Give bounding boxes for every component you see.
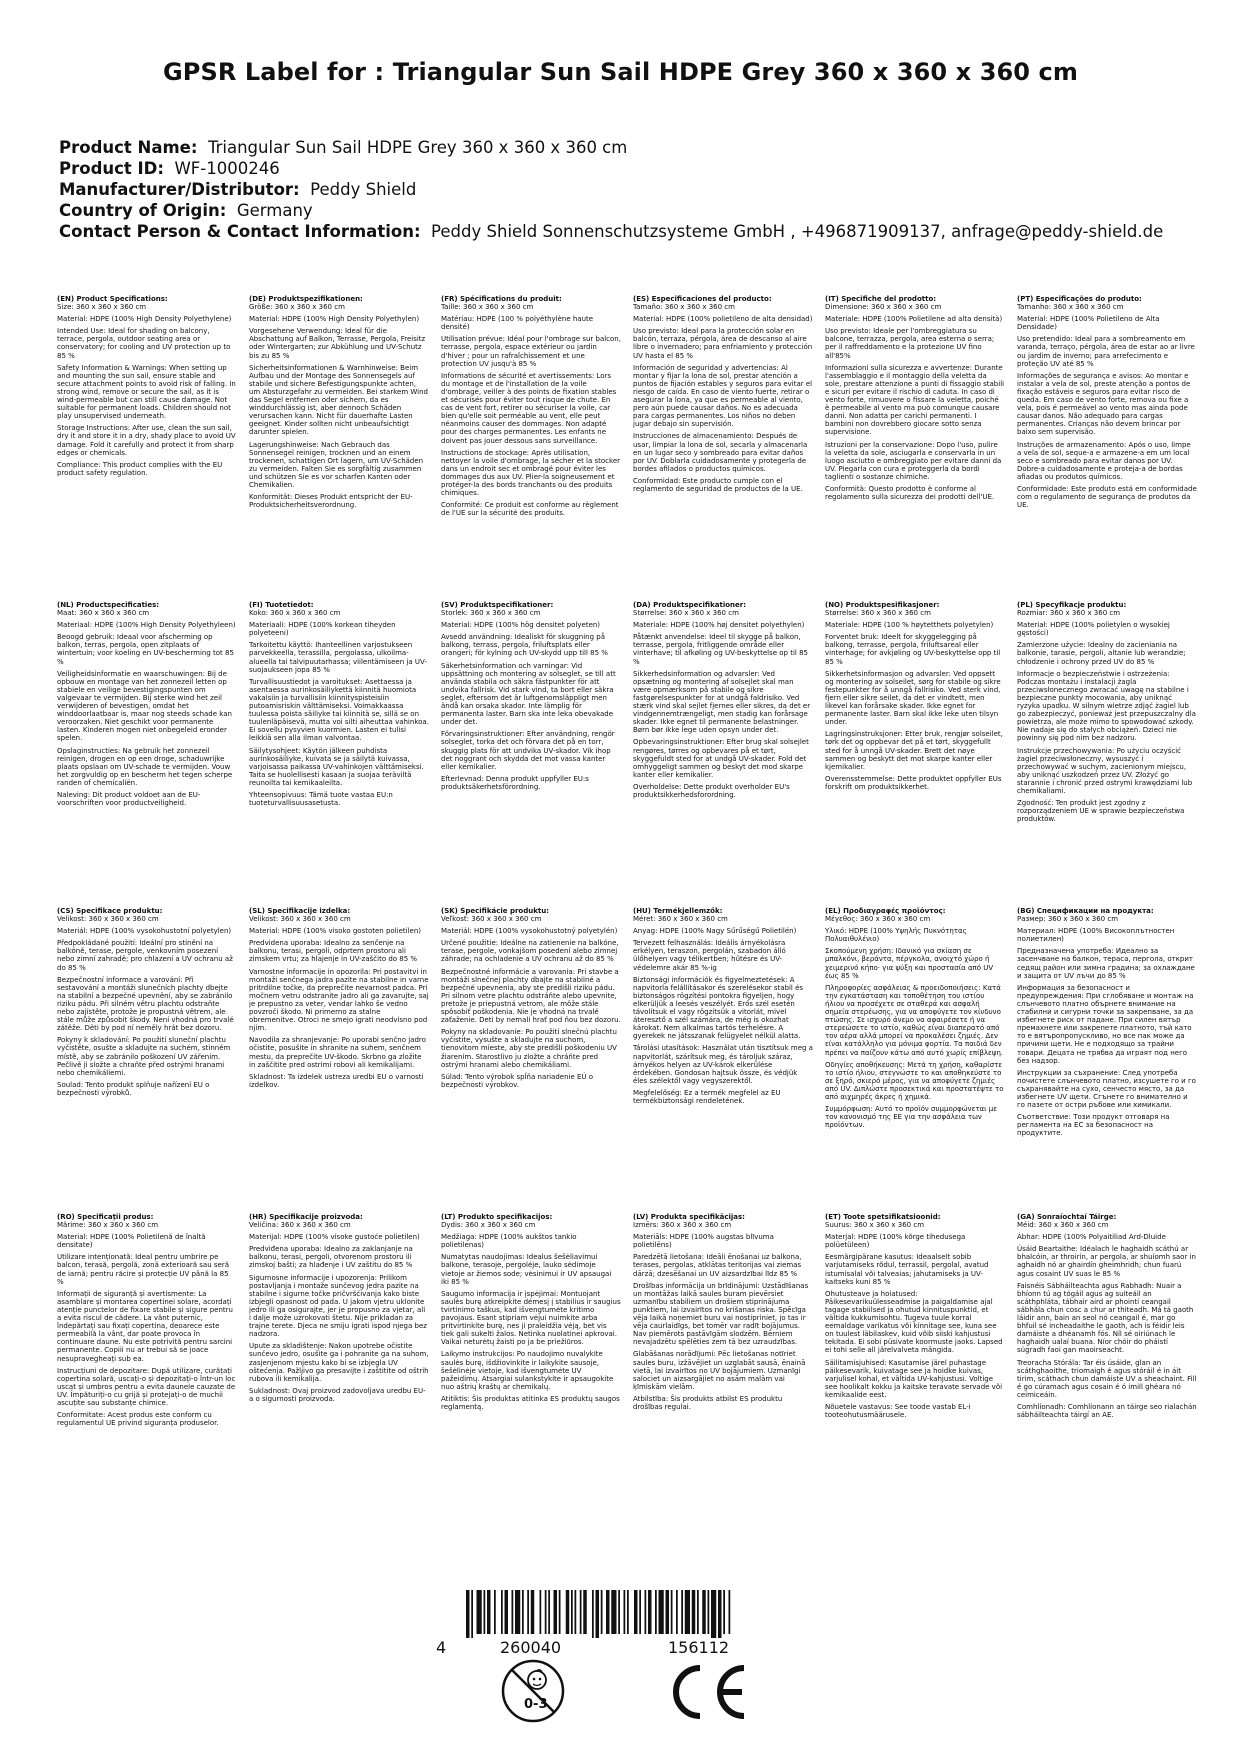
barcode-bar	[583, 1590, 587, 1634]
compliance-icons	[500, 1658, 760, 1728]
language-spec-block	[1017, 601, 1197, 907]
language-spec-paragraph: Rozmiar: 360 x 360 x 360 cm	[1017, 609, 1121, 618]
language-spec-block	[633, 1213, 813, 1519]
language-spec-paragraph: Faisnéis Sábháilteachta agus Rabhadh: Nuair a bhíonn tú ag tógáil agus ag suiteáil an scáthphláta, tábhair aird ar phointí ceangail sábhála chun cosc a chur ar thiteadh. Má tá gaoth láidir ann, bain an seol nó ceangail é, mar go bhfuil sé incheadaithe le gaoth, ach is féidir leis damáiste a dhéanamh fós. Níl sé oiriúnach le haghaidh ualaí buana. Níor chóir do pháistí súgradh faoi gan maoirseacht.	[1017, 1281, 1194, 1355]
language-spec-paragraph: Ohutusteave ja hoiatused: Päikesevarikuülesseadmise ja paigaldamise ajal tagage stabiilsed ja ohutud kinnituspunktid, et vältida kukkumisohtu. Tugeva tuule korral eemaldage varikatus või kinnitage see, kuna see on tuulest läbilaskev, kuid võib siiski kahjustusi tekitada. Ei sobi püsivate koormuste jaoks. Lapsed ei tohi selle all järelvalveta mängida.	[825, 1289, 1003, 1355]
product-id-label: Product ID:	[59, 159, 164, 178]
language-spec-block	[249, 907, 429, 1213]
language-spec-paragraph: Laikymo instrukcijos: Po naudojimo nuvalykite saulės burę, išdžiovinkite ir laikykite sausoje, šešėlinėje vietoje, kad išvengtumėte UV pažeidimų. Atsargiai sulankstykite ir apsaugokite nuo aštrių kraštų ar chemikalų.	[441, 1350, 614, 1391]
language-spec-header: (SV) Produktspecifikationer:	[441, 601, 554, 609]
barcode-bars	[466, 1590, 806, 1638]
barcode-bar	[655, 1590, 657, 1634]
language-spec-paragraph: Istruzioni per la conservazione: Dopo l'uso, pulire la veletta da sole, asciugarla e conservarla in un luogo asciutto e ombreggiato per evitare danni da UV. Piegarla con cura e proteggerla da bordi taglienti o sostanze chimiche.	[825, 440, 1002, 481]
language-spec-paragraph: Material: HDPE (100% polietileno de alta densidad)	[633, 315, 813, 324]
language-spec-header: (FI) Tuotetiedot:	[249, 601, 314, 609]
language-spec-paragraph: Lagringsinstruksjoner: Etter bruk, rengjør solseilet, tørk det og oppbevar det på et tørt, skyggefullt sted for å unngå UV-skader. Brett det nøye sammen og beskytt det mot skarpe kanter eller kjemikalier.	[825, 730, 1003, 771]
language-spec-paragraph: Matériau: HDPE (100 % polyéthylène haute densité)	[441, 315, 594, 332]
language-spec-paragraph: Sigurnosne informacije i upozorenja: Prilikom postavljanja i montaže sunčevog jedra pazite na stabilne i sigurne točke pričvršćivanja kako biste izbjegli opasnost od pada. U jakom vjetru uklonite jedro ili ga osigurajte, jer je propusno za vjetar, ali i dalje može uzrokovati štetu. Nije prikladan za trajne terete. Djeca ne smiju igrati ispod njega bez nadzora.	[249, 1273, 427, 1339]
language-spec-paragraph: Soulad: Tento produkt splňuje nařízení EU o bezpečnosti výrobků.	[57, 1080, 210, 1097]
language-spec-header: (GA) Sonraíochtaí Táirge:	[1017, 1213, 1117, 1221]
barcode-bar	[723, 1590, 725, 1634]
barcode-bar	[666, 1590, 670, 1634]
language-spec-paragraph: Opslaginstructies: Na gebruik het zonnezeil reinigen, drogen en op een droge, schaduwrijke plaats opslaan om UV-schade te vermijden. Vouw het zorgvuldig op en bescherm het tegen scherpe randen of chemicaliën.	[57, 746, 233, 787]
language-spec-header: (ES) Especificaciones del producto:	[633, 295, 772, 303]
language-spec-paragraph: Paredzētā lietošana: Ideāli ēnošanai uz balkona, terases, pergolas, atklātas teritorijas vai ziemas dārzā; dzesēšanai un UV aizsardzībai līdz 85 %	[633, 1253, 802, 1278]
language-spec-paragraph: Uso previsto: Ideal para la protección solar en balcón, terraza, pérgola, área de descanso al aire libre o invernadero; para enfriamiento y protección UV hasta el 85 %	[633, 327, 813, 360]
page-title: GPSR Label for : Triangular Sun Sail HDPE Grey 360 x 360 x 360 cm	[163, 58, 1078, 86]
language-spec-paragraph: Størrelse: 360 x 360 x 360 cm	[825, 609, 931, 618]
language-spec-paragraph: Turvallisuustiedot ja varoitukset: Asettaessa ja asentaessa aurinkosäiliykettä kiinnitä huomiota vakaisiin ja turvallisiin kiinnityspisteisiin putoamisriskin välttämiseksi. Voimakkaassa tuulessa poista säiliyke tai kiinnitä se, sillä se on tuulenläpäisevä, mutta voi silti aiheuttaa vahinkoa. Ei sovellu pysyvien kuormien. Lasten ei tulisi leikkiä sen alla ilman valvontaa.	[249, 677, 429, 743]
language-row	[57, 1213, 1197, 1519]
language-spec-paragraph: Υλικό: HDPE (100% Υψηλής Πυκνότητας Πολυαιθυλένιο)	[825, 927, 967, 944]
barcode-digits-right: 156112	[668, 1638, 730, 1657]
language-spec-header: (SL) Specifikacije izdelka:	[249, 907, 351, 915]
language-spec-paragraph: Úsáid Beartaithe: Idéalach le haghaidh scáthú ar bhalcóin, ar throirín, ar pergola, ar shuíomh saor in aghaidh nó ar ghairdín gheimhridh; chun fuarú agus cosaint UV suas le 85 %	[1017, 1245, 1196, 1278]
language-spec-block	[825, 1213, 1005, 1519]
language-spec-paragraph: Размер: 360 x 360 x 360 cm	[1017, 915, 1119, 924]
language-spec-block	[441, 601, 621, 907]
language-spec-paragraph: Maat: 360 x 360 x 360 cm	[57, 609, 150, 618]
language-spec-paragraph: Materijal: HDPE (100% visoke gustoće polietilen)	[249, 1233, 420, 1242]
barcode-bar	[592, 1590, 594, 1638]
not-suitable-for-children-0-3-icon	[500, 1658, 566, 1724]
language-spec-header: (EL) Προδιαγραφές προϊόντος:	[825, 907, 946, 915]
language-spec-paragraph: Méid: 360 x 360 x 360 cm	[1017, 1221, 1109, 1230]
language-spec-paragraph: Lagerungshinweise: Nach Gebrauch das Sonnensegel reinigen, trocknen und an einem trockenen, schattigen Ort lagern, um UV-Schäden zu vermeiden. Falten Sie es sorgfältig zusammen und schützen Sie es vor scharfen Kanten oder Chemikalien.	[249, 440, 424, 489]
language-spec-paragraph: Intended Use: Ideal for shading on balcony, terrace, pergola, outdoor seating area or conservatory; for cooling and UV protection up to 85 %	[57, 327, 231, 360]
product-name-row	[59, 137, 1209, 158]
language-spec-paragraph: Materiał: HDPE (100% polietylen o wysokiej gęstości)	[1017, 621, 1170, 638]
language-spec-paragraph: Efterlevnad: Denna produkt uppfyller EU:s produktsäkerhetsförordning.	[441, 774, 589, 791]
language-spec-paragraph: Σκοπούμενη χρήση: Ιδανικό για σκίαση σε μπαλκόνι, βεράντα, πέργκολα, ανοιχτό χώρο ή χειμερινό κήπο· για ψύξη και προστασία από UV έως 85 %	[825, 947, 994, 980]
language-spec-paragraph: Beoogd gebruik: Ideaal voor afscherming op balkon, terras, pergola, open zitplaats of wintertuin; voor koeling en UV-bescherming tot 85 %	[57, 633, 234, 666]
contact-value: Peddy Shield Sonnenschutzsysteme GmbH , +496871909137, anfrage@peddy-shield.de	[431, 222, 1164, 241]
language-spec-block	[249, 295, 429, 601]
ce-mark-icon	[662, 1662, 752, 1722]
language-spec-paragraph: Съответствие: Този продукт отговаря на регламента на ЕС за безопасност на продуктите.	[1017, 1113, 1170, 1138]
barcode-bar	[501, 1590, 503, 1634]
barcode-bar	[494, 1590, 496, 1634]
barcode-bar	[596, 1590, 600, 1638]
language-spec-paragraph: Συμμόρφωση: Αυτό το προϊόν συμμορφώνεται με τον κανονισμό της ΕΕ για την ασφάλεια των προϊόντων.	[825, 1105, 998, 1130]
language-spec-header: (SK) Špecifikácie produktu:	[441, 907, 550, 915]
barcode-bar	[676, 1590, 678, 1634]
language-spec-header: (HU) Termékjellemzők:	[633, 907, 723, 915]
barcode-bar	[685, 1590, 690, 1634]
language-spec-paragraph: Yhteensopivuus: Tämä tuote vastaa EU:n tuoteturvallisuusasetusta.	[249, 790, 393, 808]
language-spec-paragraph: Storage Instructions: After use, clean the sun sail, dry it and store it in a dry, shady place to avoid UV damage. Fold it carefully and protect it from sharp edges or chemicals.	[57, 424, 236, 457]
barcode-bar	[548, 1590, 550, 1634]
language-spec-paragraph: Pokyny k skladování: Po použití sluneční plachtu vyčistěte, osušte a skladujte na suchém, stinném místě, aby se zabránilo poškození UV zářením. Pečlivě ji složte a chraňte před ostrými hranami nebo chemikáliemi.	[57, 1036, 231, 1077]
language-spec-paragraph: Materiaali: HDPE (100% korkean tiheyden polyeteeni)	[249, 621, 396, 638]
language-spec-block	[825, 295, 1005, 601]
barcode-bar	[515, 1590, 520, 1634]
language-spec-paragraph: Sikkerhedsinformation og advarsler: Ved opsætning og montering af solsejlet skal man være opmærksom på stabile og sikre fastgørelsespunkter for at undgå faldrisiko. Ved stærk vind skal sejlet fjernes eller sikres, da det er vindgennemtrængeligt, men stadig kan forårsage skader. Ikke egnet til permanente belastninger. Børn bør ikke lege uden opsyn under det.	[633, 669, 811, 735]
language-spec-block	[249, 1213, 429, 1519]
language-spec-paragraph: Navodila za shranjevanje: Po uporabi senčno jadro očistite, posušite in shranite na suhem, senčnem mestu, da preprečite UV-škodo. Skrbno ga zložite in zaščitite pred ostrimi robovi ali kemikalijami.	[249, 1036, 426, 1069]
barcode-bar	[559, 1590, 561, 1634]
language-spec-paragraph: Uso previsto: Ideale per l'ombreggiatura su balcone, terrazza, pergola, area esterna o serra; per il raffreddamento e la protezione UV fino all'85%	[825, 327, 995, 360]
language-spec-paragraph: Overensstemmelse: Dette produktet oppfyller EUs forskrift om produktsikkerhet.	[825, 774, 1002, 791]
ean-barcode	[436, 1590, 832, 1656]
language-spec-paragraph: Materiale: HDPE (100% Polietilene ad alta densità)	[825, 315, 1003, 324]
barcode-bar	[580, 1590, 582, 1634]
language-spec-paragraph: Megfelelőség: Ez a termék megfelel az EU termékbiztonsági rendeletének.	[633, 1088, 781, 1105]
age-range-text: 0-3	[524, 1697, 548, 1712]
language-spec-header: (DE) Produktspezifikationen:	[249, 295, 363, 303]
language-spec-paragraph: Sikkerhetsinformasjon og advarsler: Ved oppsett og montering av solseilet, sørg for stabile og sikre festepunkter for å unngå fallrisiko. Ved sterk vind, fjern eller sikre seilet, da det er vindtett, men likevel kan forårsake skader. Ikke egnet for permanente laster. Barn skal ikke leke uten tilsyn under.	[825, 669, 1001, 727]
language-spec-paragraph: Konformität: Dieses Produkt entspricht der EU-Produktsicherheitsverordnung.	[249, 493, 413, 510]
language-spec-header: (FR) Spécifications du produit:	[441, 295, 562, 303]
language-spec-paragraph: Drošības informācija un brīdinājumi: Uzstādīšanas un montāžas laikā saules buram pievērsiet uzmanību stabiliem un drošiem stiprinājuma punktiem, lai izvairītos no krišanas riska. Spēcīga vēja laikā noņemiet buru vai nostipriniet, jo tas ir vēja caurlaidīgs, bet tomēr var radīt bojājumus. Nav piemērots pastāvīgām slodzēm. Bērniem nevajadzētu spēlēties zem tā bez uzraudzības.	[633, 1281, 809, 1347]
manufacturer-row	[59, 179, 1209, 200]
language-spec-paragraph: Größe: 360 x 360 x 360 cm	[249, 303, 345, 312]
language-spec-paragraph: Dimensione: 360 x 360 x 360 cm	[825, 303, 942, 312]
language-spec-block	[825, 907, 1005, 1213]
language-spec-header: (PL) Specyfikacje produktu:	[1017, 601, 1127, 609]
language-spec-paragraph: Storlek: 360 x 360 x 360 cm	[441, 609, 541, 618]
language-spec-paragraph: Информация за безопасност и предупреждения: При сглобяване и монтаж на слънчевото платно обърнете внимание на стабилни и сигурни точки за закрепване, за да избегнете риск от падане. При силен вятър премахнете или закрепете платното, тъй като то е вятъропропускливо, но все пак може да причини щети. Не е подходящо за трайни товари. Децата не трябва да играят под него без надзор.	[1017, 983, 1194, 1065]
language-spec-paragraph: Nõuetele vastavus: See toode vastab EL-i tooteohutusmäärusele.	[825, 1402, 971, 1420]
language-spec-paragraph: Informazioni sulla sicurezza e avvertenze: Durante l'assemblaggio e il montaggio della veletta da sole, prestare attenzione a punti di fissaggio stabili e sicuri per evitare il rischio di caduta. In caso di vento forte, rimuovere o fissare la veletta, poiché è permeabile al vento ma può comunque causare danni. Non adatta per carichi permanenti. I bambini non dovrebbero giocare sotto senza supervisione.	[825, 363, 1005, 437]
barcode-bar	[554, 1590, 558, 1634]
language-spec-paragraph: Ábhar: HDPE (100% Polyaitiliad Ard-Dluide	[1017, 1233, 1166, 1242]
language-spec-paragraph: Izmērs: 360 x 360 x 360 cm	[633, 1221, 732, 1230]
product-name-label: Product Name:	[59, 138, 198, 157]
language-spec-paragraph: Tarkoitettu käyttö: Ihanteellinen varjostukseen parvekkeella, terassilla, pergolassa, ulkoilma-alueella tai talvipuutarhassa; viilentämiseen ja UV-suojaukseen jopa 85 %	[249, 641, 427, 674]
language-spec-paragraph: Πληροφορίες ασφάλειας & προειδοποιήσεις: Κατά την εγκατάσταση και τοποθέτηση του ιστίου ήλιου να προσέχετε σε σταθερά και ασφαλή σημεία στερέωσης, για να αποφύγετε τον κίνδυνο πτώσης. Σε ισχυρό άνεμο να αφαιρέσετε ή να στερεώσετε το ιστίο, καθώς είναι διαπερατό από τον αέρα αλλά μπορεί να προκαλέσει ζημιές. Δεν είναι κατάλληλο για μόνιμα φορτία. Τα παιδιά δεν πρέπει να παίζουν κάτω από αυτό χωρίς επίβλεψη.	[825, 983, 1004, 1057]
product-id-row	[59, 158, 1209, 179]
barcode-bar	[505, 1590, 509, 1634]
language-spec-paragraph: Veiligheidsinformatie en waarschuwingen: Bij de opbouw en montage van het zonnezeil letten op stabiele en veilige bevestigingspunten om valgevaar te vermijden. Bij sterke wind het zeil verwijderen of bevestigen, omdat het winddoorlaatbaar is, maar nog steeds schade kan veroorzaken. Niet geschikt voor permanente lasten. Kinderen mogen niet onbegeleid eronder spelen.	[57, 669, 232, 743]
language-spec-paragraph: Instrucțiuni de depozitare: După utilizare, curățați copertina solară, uscați-o și depozitați-o într-un loc uscat și umbros pentru a evita daunele cauzate de UV. Împăturiți-o cu grijă și protejați-o de muchii ascuțite sau substanțe chimice.	[57, 1366, 236, 1407]
language-spec-paragraph: Avsedd användning: Idealiskt för skuggning på balkong, terrass, pergola, friluftsplats eller orangeri; för kylning och UV-skydd upp till 85 %	[441, 633, 608, 658]
language-spec-grid	[57, 295, 1197, 1519]
product-info	[59, 137, 1209, 242]
language-spec-paragraph: Size: 360 x 360 x 360 cm	[57, 303, 147, 312]
language-spec-block	[441, 1213, 621, 1519]
language-spec-paragraph: Veľkosť: 360 x 360 x 360 cm	[441, 915, 542, 924]
language-spec-paragraph: Säilytysohjeet: Käytön jälkeen puhdista aurinkosäiliyke, kuivata se ja säilytä kuivassa, varjoisassa paikassa UV-vahinkojen välttämiseksi. Taita se huolellisesti kasaan ja suojaa teräviltä reunoilta tai kemikaaleilta.	[249, 746, 424, 787]
language-spec-block	[57, 295, 237, 601]
language-spec-paragraph: Skladnost: Ta izdelek ustreza uredbi EU o varnosti izdelkov.	[249, 1072, 424, 1089]
language-spec-paragraph: Mărime: 360 x 360 x 360 cm	[57, 1221, 159, 1230]
language-spec-paragraph: Velikost: 360 x 360 x 360 cm	[249, 915, 351, 924]
language-spec-paragraph: Informations de sécurité et avertissements: Lors du montage et de l'installation de la voile d'ombrage, veiller à des points de fixation stables et sécurisés pour éviter tout risque de chute. En cas de vent fort, retirer ou sécuriser la voile, car bien qu'elle soit perméable au vent, elle peut néanmoins causer des dommages. Non adapté pour des charges permanentes. Les enfants ne doivent pas jouer dessous sans surveillance.	[441, 371, 617, 445]
language-spec-header: (LV) Produkta specifikācijas:	[633, 1213, 745, 1221]
language-spec-block	[249, 601, 429, 907]
language-spec-paragraph: Safety Information & Warnings: When setting up and mounting the sun sail, ensure stable and secure attachment points to avoid risk of falling. In strong wind, remove or secure the sail, as it is wind-permeable but can still cause damage. Not suitable for permanent loads. Children should not play unsupervised underneath.	[57, 363, 236, 421]
language-spec-block	[825, 601, 1005, 907]
barcode-bar	[487, 1590, 491, 1634]
language-spec-block	[633, 601, 813, 907]
language-spec-paragraph: Sukladnost: Ovaj proizvod zadovoljava uredbu EU-a o sigurnosti proizvoda.	[249, 1386, 426, 1403]
language-spec-block	[441, 907, 621, 1213]
language-spec-block	[57, 601, 237, 907]
barcode-bar	[718, 1590, 722, 1638]
language-spec-paragraph: Upute za skladištenje: Nakon upotrebe očistite sunčevo jedro, osušite ga i pohranite ga na suhom, zasjenjenom mjestu kako bi se izbjegla UV oštećenja. Pažljivo ga presavijte i zaštitite od oštrih rubova ili kemikalija.	[249, 1342, 429, 1383]
language-spec-paragraph: Conformità: Questo prodotto è conforme al regolamento sulla sicurezza dei prodotti dell'UE.	[825, 484, 995, 502]
barcode-bar	[545, 1590, 547, 1634]
language-spec-paragraph: Material: HDPE (100% High Density Polyethylene)	[57, 315, 232, 324]
language-spec-paragraph: Zamierzone użycie: Idealny do zacieniania na balkonie, tarasie, pergoli, altanie lub werandzie; chłodzenie i ochrony przed UV do 85 %	[1017, 641, 1186, 666]
barcode-digit-prefix: 4	[436, 1638, 447, 1657]
language-spec-paragraph: Tamanho: 360 x 360 x 360 cm	[1017, 303, 1124, 312]
language-spec-header: (RO) Specificații produs:	[57, 1213, 154, 1221]
language-spec-paragraph: Utilisation prévue: Idéal pour l'ombrage sur balcon, terrasse, pergola, espace extérieur ou jardin d'hiver ; pour un rafraîchissement et une protection UV jusqu'à 85 %	[441, 335, 621, 368]
language-spec-paragraph: Overholdelse: Dette produkt overholder EU's produktsikkerhedsforordning.	[633, 782, 790, 799]
language-spec-paragraph: Säkerhetsinformation och varningar: Vid uppsättning och montering av solseglet, se till att använda stabila och säkra fästpunkter för att undvika fallrisk. Vid stark vind, ta bort eller säkra seglet, eftersom det är luftgenomsläppligt men ändå kan orsaka skador. Inte lämplig för permanenta laster. Barn ska inte leka obevakade under det.	[441, 661, 616, 727]
language-spec-paragraph: Saugumo informacija ir įspėjimai: Montuojant saulės burę atkreipkite dėmesį į stabilius ir saugius tvirtinimo taškus, kad išvengtumėte kritimo pavojaus. Esant stipriam vėjui nuimkite arba pritvirtinkite burę, nes ji praleidžia vėją, bet vis tiek gali sukelti žalos. Netinka nuolatinei apkrovai. Vaikai neturėtų žaisti po ja be priežiūros.	[441, 1289, 621, 1347]
language-spec-paragraph: Bezpečnostné informácie a varovania: Pri stavbe a montáži slnečnej plachty dbajte na stabilné a bezpečné upevnenia, aby ste predišli riziku pádu. Pri silnom vetre plachtu odstráňte alebo upevnite, pretože je priepustná vetrom, ale môže stále spôsobiť poškodenia. Nie je vhodná na trvalé zaťaženie. Deti by nemali hrať pod ňou bez dozoru.	[441, 967, 621, 1025]
language-spec-paragraph: Treoracha Stórála: Tar éis úsáide, glan an scáthghaoithe, triomaigh é agus stóráil é in áit tirim, scáthach chun damáiste UV a sheachaint. Fill é go cúramach agus cosain é ó imill ghéara nó ceimiceáin.	[1017, 1358, 1197, 1399]
language-spec-header: (IT) Specifiche del prodotto:	[825, 295, 937, 303]
language-spec-paragraph: Naleving: Dit product voldoet aan de EU-voorschriften voor productveiligheid.	[57, 790, 201, 808]
barcode-bar	[692, 1590, 696, 1634]
language-spec-block	[1017, 907, 1197, 1213]
language-spec-block	[441, 295, 621, 601]
language-spec-paragraph: Materiale: HDPE (100 % høytetthets polyetylen)	[825, 621, 994, 630]
barcode-bar	[471, 1590, 473, 1638]
language-spec-paragraph: Conformitate: Acest produs este conform cu regulamentul UE privind siguranța produselor.	[57, 1411, 219, 1428]
language-spec-paragraph: Určené použitie: Ideálne na zatienenie na balkóne, terase, pergole, vonkajšom posedení alebo zimnej záhrade; na ochladenie a UV ochranu až do 85 %	[441, 939, 619, 964]
language-spec-header: (HR) Specifikacije proizvoda:	[249, 1213, 363, 1221]
language-spec-paragraph: Materiāls: HDPE (100% augstas blīvuma polietilēns)	[633, 1233, 774, 1250]
language-spec-paragraph: Material: HDPE (100% hög densitet polyeten)	[441, 621, 601, 630]
language-row	[57, 295, 1197, 601]
language-spec-paragraph: Suurus: 360 x 360 x 360 cm	[825, 1221, 925, 1230]
language-spec-paragraph: Material: HDPE (100% visoko gostoten polietilen)	[249, 927, 421, 936]
language-spec-paragraph: Instruções de armazenamento: Após o uso, limpe a vela de sol, seque-a e armazene-a em um local seco e sombreado para evitar danos por UV. Dobre-a cuidadosamente e proteja-a de bordas afiadas ou produtos químicos.	[1017, 440, 1191, 481]
manufacturer-label: Manufacturer/Distributor:	[59, 180, 300, 199]
barcode-bar	[648, 1590, 652, 1634]
language-spec-paragraph: Eesmärgipärane kasutus: Ideaalselt sobib varjutamiseks rõdul, terrassil, pergolal, avatud istumisalal või talveaias; jahutamiseks ja UV-kaitseks kuni 85 %	[825, 1253, 989, 1286]
language-spec-paragraph: Οδηγίες αποθήκευσης: Μετά τη χρήση, καθαρίστε το ιστίο ήλιου, στεγνώστε το και αποθηκεύστε το σε ξηρό, σκιερό μέρος, για να αποφύγετε ζημιές από UV. Διπλώστε προσεκτικά και προστατέψτε το από αιχμηρές άκρες ή χημικά.	[825, 1060, 1004, 1101]
language-spec-paragraph: Atitiktis: Šis produktas atitinka ES produktų saugos reglamentą.	[441, 1394, 620, 1411]
language-spec-paragraph: Instructions de stockage: Après utilisation, nettoyer la voile d'ombrage, la sécher et la stocker dans un endroit sec et ombragé pour éviter les dommages dus aux UV. Plier-la soigneusement et protéger-la des bords tranchants ou des produits chimiques.	[441, 448, 621, 498]
language-spec-paragraph: Uso pretendido: Ideal para a sombreamento em varanda, terraço, pérgola, área de estar ao ar livre ou jardim de inverno; para arrefecimento e proteção UV até 85 %	[1017, 335, 1195, 368]
language-spec-paragraph: Инструкции за съхранение: След употреба почистете слънчевото платно, изсушете го и го съхранявайте на сухо, сенчесто място, за да избегнете UV щети. Сгънете го внимателно и го пазете от остри ръбове или химикали.	[1017, 1068, 1196, 1110]
barcode-bar	[645, 1590, 647, 1634]
language-spec-header: (ET) Toote spetsifikatsioonid:	[825, 1213, 941, 1221]
language-spec-paragraph: Medžiaga: HDPE (100% aukštos tankio polietilenas)	[441, 1233, 577, 1250]
product-id-value: WF-1000246	[174, 159, 280, 178]
language-spec-paragraph: Materjal: HDPE (100% kõrge tihedusega polüetüleen)	[825, 1233, 966, 1250]
language-spec-block	[633, 907, 813, 1213]
barcode-bar	[659, 1590, 664, 1634]
barcode-bar	[531, 1590, 535, 1634]
barcode-bar	[484, 1590, 486, 1634]
language-spec-block	[633, 295, 813, 601]
language-spec-header: (NO) Produktspesifikasjoner:	[825, 601, 940, 609]
language-spec-paragraph: Sicherheitsinformationen & Warnhinweise: Beim Aufbau und der Montage des Sonnensegels auf stabile und sichere Befestigungspunkte achten, um Absturzgefahr zu vermeiden. Bei starkem Wind das Segel entfernen oder sichern, da es winddurchlässig ist, aber dennoch Schäden verursachen kann. Nicht für dauerhafte Lasten geeignet. Kinder sollten nicht unbeaufsichtigt darunter spielen.	[249, 363, 428, 437]
language-spec-paragraph: Instrukcje przechowywania: Po użyciu oczyścić żagiel przeciwsłoneczny, wysuszyć i przechowywać w suchym, zacienionym miejscu, aby uniknąć uszkodzeń przez UV. Złożyć go starannie i chronić przed ostrymi krawędziami lub chemikaliami.	[1017, 746, 1193, 795]
language-spec-paragraph: Materiál: HDPE (100% vysokohustotní polyetylen)	[57, 927, 232, 936]
language-spec-paragraph: Taille: 360 x 360 x 360 cm	[441, 303, 534, 312]
barcode-bar	[477, 1590, 482, 1634]
language-spec-paragraph: Compliance: This product complies with the EU product safety regulation.	[57, 460, 223, 477]
barcode-bar	[702, 1590, 706, 1634]
language-spec-paragraph: Material: HDPE (100% Polietileno de Alta Densidade)	[1017, 315, 1160, 332]
language-spec-paragraph: Opbevaringsinstruktioner: Efter brug skal solsejlet rengøres, tørres og opbevares på et tørt, skyggefuldt sted for at undgå UV-skader. Fold det omhyggeligt sammen og beskyt det mod skarpe kanter eller kemikalier.	[633, 738, 809, 779]
barcode-bar	[708, 1590, 710, 1634]
barcode-digits-left: 260040	[500, 1638, 562, 1657]
language-spec-paragraph: Méret: 360 x 360 x 360 cm	[633, 915, 728, 924]
language-spec-header: (NL) Productspecificaties:	[57, 601, 160, 609]
language-spec-paragraph: Pokyny na skladovanie: Po použití slnečnú plachtu vyčistite, vysušte a skladujte na suchom, tienovitom mieste, aby ste predišli poškodeniu UV žiarením. Starostlivo ju zložte a chráňte pred ostrými hranami alebo chemikáliami.	[441, 1028, 617, 1069]
manufacturer-value: Peddy Shield	[310, 180, 417, 199]
language-spec-paragraph: Materiale: HDPE (100% høj densitet polyethylen)	[633, 621, 805, 630]
barcode-bar	[527, 1590, 529, 1634]
language-spec-paragraph: Tárolási utasítások: Használat után tisztítsuk meg a napvitorlát, szárítsuk meg, és tároljuk száraz, árnyékos helyen az UV-károk elkerülése érdekében. Gondosan hajtsuk össze, és védjük éles szélektől vagy vegyszerektől.	[633, 1044, 813, 1085]
barcode-bar	[634, 1590, 638, 1634]
barcode-bar	[711, 1590, 716, 1638]
barcode-bar	[606, 1590, 610, 1634]
barcode-bar	[512, 1590, 514, 1634]
language-spec-block	[57, 907, 237, 1213]
language-spec-paragraph: Zgodność: Ten produkt jest zgodny z rozporządzeniem UE w sprawie bezpieczeństwa produktów.	[1017, 799, 1185, 824]
barcode-bar	[627, 1590, 629, 1634]
contact-row	[59, 221, 1209, 242]
language-spec-paragraph: Veličina: 360 x 360 x 360 cm	[249, 1221, 351, 1230]
language-spec-block	[1017, 295, 1197, 601]
country-value: Germany	[236, 201, 313, 220]
language-spec-paragraph: Información de seguridad y advertencias: Al montar y fijar la lona de sol, prestar atención a puntos de fijación estables y seguros para evitar el riesgo de caída. En caso de viento fuerte, retirar o asegurar la lona, ya que es permeable al viento, pero aún puede causar daños. No es adecuada para cargas permanentes. Los niños no deben jugar debajo sin supervisión.	[633, 363, 813, 429]
language-spec-paragraph: Comhlíonadh: Comhlíonann an táirge seo rialachán sábháilteachta táirgí an AE.	[1017, 1402, 1197, 1420]
language-spec-paragraph: Vorgesehene Verwendung: Ideal für die Abschattung auf Balkon, Terrasse, Pergola, Freisitz oder Wintergarten; zur Abkühlung und UV-Schutz bis zu 85 %	[249, 327, 426, 360]
barcode-bar	[611, 1590, 616, 1634]
language-row	[57, 601, 1197, 907]
country-row	[59, 200, 1209, 221]
language-spec-header: (BG) Спецификации на продукта:	[1017, 907, 1154, 915]
language-spec-header: (DA) Produktspecifikationer:	[633, 601, 747, 609]
language-spec-header: (PT) Especificações do produto:	[1017, 295, 1142, 303]
barcode-bar	[466, 1590, 470, 1638]
language-spec-paragraph: Informacje o bezpieczeństwie i ostrzeżenia: Podczas montażu i instalacji żagla przeciwsłonecznego zwracać uwagę na stabilne i bezpieczne punkty mocowania, aby uniknąć ryzyka upadku. W silnym wietrze zdjąć żagiel lub go zabezpieczyć, ponieważ jest przepuszczalny dla powietrza, ale może mimo to spowodować szkody. Nie nadaje się do stałych obciążeń. Dzieci nie powinny się pod nim bez nadzoru.	[1017, 669, 1196, 743]
language-spec-paragraph: Glabāšanas norādījumi: Pēc lietošanas notīriet saules buru, izžāvējiet un uzglabāt sausā, ēnainā vietā, lai izvairītos no UV bojājumiem. Uzmanīgi salociet un aizsargājiet no asām malām vai ķīmiskām vielām.	[633, 1350, 806, 1391]
language-spec-paragraph: Materiál: HDPE (100% vysokohustotný polyetylén)	[441, 927, 618, 936]
language-spec-paragraph: Atbilstība: Šis produkts atbilst ES produktu drošības regulai.	[633, 1394, 783, 1411]
language-spec-paragraph: Säilitamisjuhised: Kasutamise järel puhastage päikesevarik, kuivatage see ja hoidke kuivas, varjulisel kohal, et vältida UV-kahjustusi. Voltige see hoolikalt kokku ja kaitske teravate servade või kemikaalide eest.	[825, 1358, 1003, 1399]
language-spec-paragraph: Forventet bruk: Ideelt for skyggelegging på balkong, terrasse, pergola, friluftsareal eller vinterhage; for avkjøling og UV-beskyttelse opp til 85 %	[825, 633, 1001, 666]
contact-label: Contact Person & Contact Information:	[59, 222, 421, 241]
language-spec-paragraph: Varnostne informacije in opozorila: Pri postavitvi in montaži senčnega jadra pazite na stabilne in varne pritrdilne točke, da preprečite nevarnost padca. Pri močnem vetru odstranite jadro ali ga zavarujte, saj je prepustno za veter, vendar lahko še vedno povzroči škodo. Ni primerno za stalne obremenitve. Otroci ne smejo igrati neodvisno pod njim.	[249, 967, 429, 1033]
country-label: Country of Origin:	[59, 201, 227, 220]
barcode-bar	[566, 1590, 570, 1634]
barcode-bar	[671, 1590, 673, 1634]
barcode-bar	[697, 1590, 699, 1634]
barcode-bar	[601, 1590, 603, 1634]
language-spec-paragraph: Predviđena uporaba: Idealno za zaklanjanje na balkonu, terasi, pergoli, otvorenom prostoru ili zimskoj bašti; za hlađenje i UV zaštitu do 85 %	[249, 1245, 413, 1270]
language-spec-paragraph: Størrelse: 360 x 360 x 360 cm	[633, 609, 739, 618]
barcode-bar	[571, 1590, 573, 1634]
language-spec-paragraph: Informações de segurança e avisos: Ao montar e instalar a vela de sol, preste atenção a pontos de fixação estáveis e seguros para evitar risco de queda. Em caso de vento forte, remova ou fixe a vela, pois é permeável ao vento mas ainda pode causar danos. Não adequado para cargas permanentes. Crianças não devem brincar por baixo sem supervisão.	[1017, 371, 1191, 437]
language-spec-paragraph: Förvaringsinstruktioner: Efter användning, rengör solseglet, torka det och förvara det på en torr, skuggig plats för att undvika UV-skador. Vik ihop det noggrant och skydda det mot vassa kanter eller kemikalier.	[441, 730, 615, 771]
language-spec-paragraph: Předpokládané použití: Ideální pro stínění na balkóně, terase, pergole, venkovním posezení nebo zimní zahradě; pro chlazení a UV ochranu až do 85 %	[57, 939, 233, 972]
barcode-bar	[639, 1590, 641, 1634]
language-spec-header: (CS) Specifikace produktu:	[57, 907, 163, 915]
language-spec-paragraph: Conformidade: Este produto está em conformidade com o regulamento de segurança de produtos da UE.	[1017, 484, 1197, 510]
language-spec-header: (LT) Produkto specifikacijos:	[441, 1213, 553, 1221]
barcode-bar	[729, 1590, 731, 1634]
language-spec-paragraph: Material: HDPE (100% High Density Polyethylen)	[249, 315, 420, 324]
barcode-bar	[575, 1590, 577, 1634]
product-name-value: Triangular Sun Sail HDPE Grey 360 x 360 x 360 cm	[207, 138, 628, 157]
language-spec-paragraph: Tamaño: 360 x 360 x 360 cm	[633, 303, 735, 312]
barcode-bar	[624, 1590, 626, 1634]
language-spec-paragraph: Bezpečnostní informace a varování: Při sestavování a montáži slunečních plachty dbejte na stabilní a bezpečné upevnění, aby se zabránilo riziku pádu. Při silném větru plachtu odstraňte nebo zajistěte, protože je propustná větrem, ale stále může způsobit škody. Není vhodná pro trvalé zátěže. Děti by pod ní neměly hrát bez dozoru.	[57, 975, 234, 1033]
language-spec-paragraph: Материал: HDPE (100% Високоплътностен полиетилен)	[1017, 927, 1175, 944]
language-spec-paragraph: Utilizare intenționată: Ideal pentru umbrire pe balcon, terasă, pergolă, zonă exterioară sau seră de iarnă; pentru răcire și protecție UV până la 85 %	[57, 1253, 230, 1286]
language-spec-paragraph: Påtænkt anvendelse: Ideel til skygge på balkon, terrasse, pergola, fritliggende område eller vinterhave; til afkøling og UV-beskyttelse op til 85 %	[633, 633, 808, 666]
language-spec-paragraph: Predvidena uporaba: Idealno za senčenje na balkonu, terasi, pergoli, odprtem prostoru ali zimskem vrtu; za hlajenje in UV-zaščito do 85 %	[249, 939, 418, 964]
language-spec-paragraph: Materiaal: HDPE (100% High Density Polyethyleen)	[57, 621, 236, 630]
language-spec-block	[57, 1213, 237, 1519]
language-spec-paragraph: Conformidad: Este producto cumple con el reglamento de seguridad de productos de la UE.	[633, 476, 803, 493]
barcode-bar	[618, 1590, 620, 1634]
language-spec-paragraph: Material: HDPE (100% Polietilenă de înaltă densitate)	[57, 1233, 206, 1250]
language-spec-paragraph: Informații de siguranță și avertismente: La asamblare și montarea copertinei solare, acordați atenție punctelor de fixare stabile și sigure pentru a evita riscul de cădere. La vânt puternic, îndepărtați sau fixați copertina, deoarece este permeabilă la vânt, dar poate provoca în continuare daune. Nu este potrivită pentru sarcini permanente. Copiii nu ar trebui să se joace nesupravegheați sub ea.	[57, 1289, 233, 1363]
language-spec-paragraph: Koko: 360 x 360 x 360 cm	[249, 609, 341, 618]
language-spec-paragraph: Anyag: HDPE (100% Nagy Sűrűségű Polietilén)	[633, 927, 797, 936]
language-spec-paragraph: Numatytas naudojimas: Idealus šešėliavimui balkone, terasoje, pergolėje, lauko sėdimoje vietoje ar žiemos sode; vėsinimui ir UV apsaugai iki 85 %	[441, 1253, 612, 1286]
barcode-bar	[681, 1590, 683, 1634]
barcode-bar	[540, 1590, 542, 1634]
language-spec-header: (EN) Product Specifications:	[57, 295, 168, 303]
language-spec-paragraph: Instrucciones de almacenamiento: Después de usar, limpiar la lona de sol, secarla y almacenarla en un lugar seco y sombreado para evitar daños por UV. Doblarla cuidadosamente y protegerla de bordes afilados o productos químicos.	[633, 432, 808, 473]
language-spec-paragraph: Tervezett felhasználás: Ideális árnyékolásra erkélyen, teraszon, pergolán, szabadon álló ülőhelyen vagy télikertben; hűtésre és UV-védelemre akár 85 %-ig	[633, 939, 786, 972]
language-spec-paragraph: Velikost: 360 x 360 x 360 cm	[57, 915, 159, 924]
language-row	[57, 907, 1197, 1213]
language-spec-paragraph: Conformité: Ce produit est conforme au règlement de l'UE sur la sécurité des produits.	[441, 501, 619, 518]
language-spec-paragraph: Biztonsági információk és figyelmeztetések: A napvitorla felállításakor és szerelésekor stabil és biztonságos rögzítési pontokra figyeljen, hogy elkerüljük a leesés veszélyét. Erős szél esetén távolítsuk el vagy rögzítsük a vitorlát, mivel áteresztő a szél számára, de még is okozhat károkat. Nem alkalmas tartós terhelésre. A gyerekek ne játsszanak felügyelet nélkül alatta.	[633, 975, 804, 1041]
barcode-bar	[522, 1590, 524, 1634]
language-spec-paragraph: Súlad: Tento výrobok spĺňa nariadenie EÚ o bezpečnosti výrobkov.	[441, 1072, 594, 1089]
language-spec-block	[1017, 1213, 1197, 1519]
language-spec-paragraph: Предназначена употреба: Идеално за засенчване на балкон, тераса, пергола, открит седящ район или зимна градина; за охлаждане и защита от UV лъчи до 85 %	[1017, 947, 1195, 980]
language-spec-paragraph: Dydis: 360 x 360 x 360 cm	[441, 1221, 536, 1230]
language-spec-paragraph: Μέγεθος: 360 x 360 x 360 cm	[825, 915, 931, 924]
